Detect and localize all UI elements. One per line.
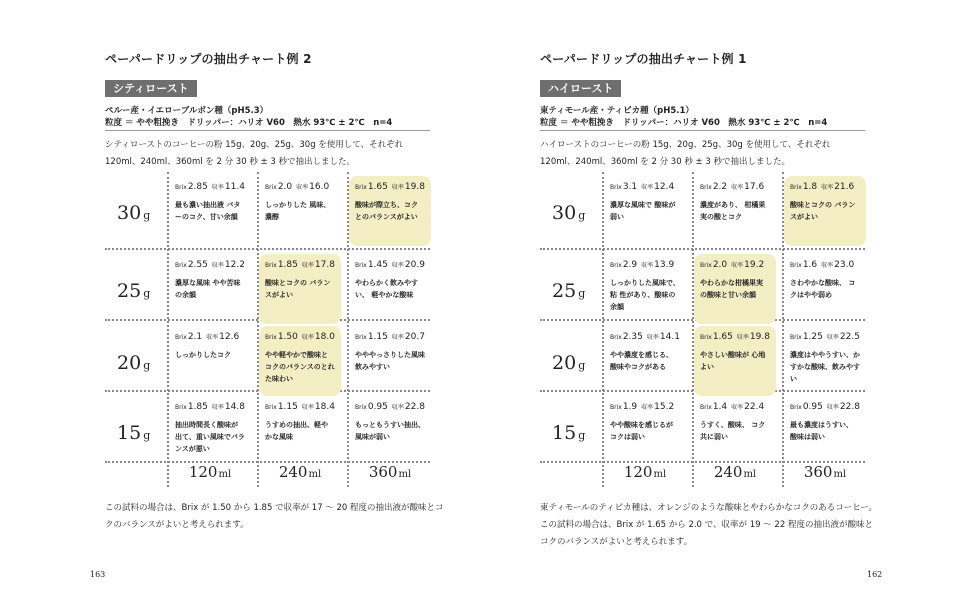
cell-stats [265, 182, 335, 192]
yield-value: 16.0 [309, 182, 330, 192]
taste-note: 抽出時間長く酸味が 出て、重い風味でバラ ンスが悪い [175, 421, 245, 453]
taste-note: もっともうすい抽出、 風味が弱い [355, 421, 425, 441]
yield-label: 収率 [206, 334, 219, 341]
brix-label: Brix [355, 184, 367, 191]
row-dose-label [117, 202, 157, 224]
footer-text: 東ティモールのティピカ種は、オレンジのような酸味とやわらかなコクのあるコーヒー。この試料の場合は、Brix が 1.65 から 2.0 で、収率が 19 ～ 22 程度の抽出液が酸味とコクのバランスがよいと考えられます。 [540, 503, 878, 547]
row-dose-label [117, 422, 157, 444]
page-number: 163 [90, 570, 106, 579]
taste-note: やや濃度を感じる、 酸味やコクがある [610, 351, 673, 371]
yield-label: 収率 [821, 184, 834, 191]
cell-stats [265, 332, 335, 342]
taste-note: 酸味とコクの バランスがよい [790, 201, 856, 221]
yield-label: 収率 [211, 404, 224, 411]
taste-note: うすく、酸味、 コク共に弱い [700, 421, 766, 441]
taste-note: 酸味が際立ち、コク とのバランスがよい [355, 201, 418, 221]
brix-value: 3.1 [622, 182, 638, 192]
yield-label: 収率 [736, 334, 749, 341]
taste-note: 濃厚な風味で 酸味が弱い [610, 201, 676, 221]
yield-label: 収率 [301, 404, 314, 411]
yield-value: 17.6 [744, 182, 765, 192]
yield-value: 15.2 [654, 402, 675, 412]
brix-label: Brix [700, 262, 712, 269]
yield-label: 収率 [296, 184, 309, 191]
brix-value: 2.9 [622, 260, 638, 270]
volume-unit: ml [833, 469, 847, 480]
brix-value: 2.1 [187, 332, 203, 342]
brix-value: 1.4 [712, 402, 728, 412]
volume-value: 120 [623, 463, 653, 481]
taste-note: やわらかな柑橘果実 の酸味と甘い余韻 [700, 279, 763, 299]
dose-value: 30 [552, 202, 577, 224]
divider [105, 130, 430, 131]
brew-params: 粒度 ＝ やや粗挽き ドリッパー：ハリオ V60 熱水 93℃ ± 2℃ n=4 [540, 118, 828, 128]
dose-value: 20 [552, 352, 577, 374]
yield-label: 収率 [731, 404, 744, 411]
brix-label: Brix [355, 334, 367, 341]
yield-value: 22.4 [744, 402, 765, 412]
yield-label: 収率 [731, 262, 744, 269]
brix-label: Brix [265, 184, 277, 191]
cell-stats [610, 332, 680, 342]
dose-unit: g [578, 359, 586, 372]
row-dose-label [117, 280, 157, 302]
chart-cell [604, 254, 686, 324]
volume-unit: ml [308, 469, 322, 480]
brix-label: Brix [610, 262, 622, 269]
cell-stats [610, 260, 680, 270]
yield-value: 18.0 [314, 332, 335, 342]
grid-line-horizontal [540, 248, 865, 250]
brix-value: 1.9 [622, 402, 638, 412]
grid-line-horizontal [105, 248, 430, 250]
brix-value: 2.0 [712, 260, 728, 270]
brix-value: 1.65 [367, 182, 388, 192]
bean-origin: 東ティモール産・ティピカ種（pH5.1） [540, 106, 694, 116]
brix-label: Brix [265, 334, 277, 341]
cell-stats [175, 260, 245, 270]
brix-value: 2.35 [622, 332, 643, 342]
row-dose-label [552, 202, 592, 224]
yield-label: 収率 [821, 262, 834, 269]
brix-label: Brix [175, 404, 187, 411]
column-volume-label [694, 463, 776, 481]
page-title: ペーパードリップの抽出チャート例 1 [540, 52, 747, 66]
footer-text: この試料の場合は、Brix が 1.50 から 1.85 で収率が 17 ～ 20 程度の抽出液が酸味とコクのバランスがよいと考えられます。 [105, 503, 444, 530]
taste-note: 最も濃度はうすい、 酸味は弱い [790, 421, 853, 441]
row-dose-label [552, 352, 592, 374]
dose-value: 15 [552, 422, 577, 444]
yield-label: 収率 [391, 404, 404, 411]
taste-note: やや酸味を感じるが コクは弱い [610, 421, 673, 441]
yield-value: 19.8 [749, 332, 770, 342]
brix-value: 1.8 [802, 182, 818, 192]
volume-value: 120 [188, 463, 218, 481]
yield-label: 収率 [826, 404, 839, 411]
cell-stats [700, 260, 770, 270]
taste-note: しっかりした風味で、粘 性があり、酸味の余韻 [610, 279, 680, 311]
yield-value: 22.8 [404, 402, 425, 412]
extraction-chart [540, 172, 865, 492]
column-volume-label [604, 463, 686, 481]
volume-value: 240 [713, 463, 743, 481]
brix-value: 1.6 [802, 260, 818, 270]
chart-cell [349, 396, 431, 466]
dose-unit: g [578, 209, 586, 222]
yield-label: 収率 [731, 184, 744, 191]
taste-note: 濃度があり、 柑橘果実の酸とコク [700, 201, 766, 221]
taste-note: しっかりしたコク [175, 351, 231, 359]
brix-label: Brix [355, 262, 367, 269]
yield-label: 収率 [301, 262, 314, 269]
chart-cell [784, 254, 866, 324]
volume-unit: ml [398, 469, 412, 480]
row-dose-label [552, 280, 592, 302]
yield-value: 12.6 [219, 332, 240, 342]
taste-note: うすめの抽出、軽や かな風味 [265, 421, 328, 441]
dose-unit: g [143, 359, 151, 372]
yield-label: 収率 [211, 184, 224, 191]
chart-cell [784, 396, 866, 466]
column-volume-label [784, 463, 866, 481]
yield-label: 収率 [391, 334, 404, 341]
brix-value: 0.95 [802, 402, 823, 412]
brix-value: 1.85 [187, 402, 208, 412]
chart-cell [259, 396, 341, 466]
brix-value: 2.85 [187, 182, 208, 192]
cell-stats [790, 402, 860, 412]
dose-unit: g [143, 287, 151, 300]
dose-value: 30 [117, 202, 142, 224]
volume-unit: ml [743, 469, 757, 480]
brew-params: 粒度 ＝ やや粗挽き ドリッパー：ハリオ V60 熱水 93℃ ± 2℃ n=4 [105, 118, 393, 128]
roast-tag: ハイロースト [540, 80, 621, 97]
dose-value: 25 [117, 280, 142, 302]
taste-note: やややっさりした風味 飲みやすい [355, 351, 425, 371]
yield-value: 21.6 [834, 182, 855, 192]
yield-value: 20.9 [404, 260, 425, 270]
yield-label: 収率 [641, 262, 654, 269]
yield-label: 収率 [826, 334, 839, 341]
cell-stats [790, 332, 860, 342]
chart-cell [694, 176, 776, 246]
right-page [540, 0, 900, 600]
cell-stats [265, 260, 335, 270]
page-number: 162 [867, 570, 883, 579]
cell-stats [700, 402, 770, 412]
taste-note: しっかりした 風味、濃醇 [265, 201, 331, 221]
yield-label: 収率 [391, 262, 404, 269]
intro-text: ハイローストのコーヒーの粉 15g、20g、25g、30g を使用して、それぞれ 120ml、240ml、360ml を 2 分 30 秒 ± 3 秒で抽出しました。 [540, 140, 831, 167]
chart-cell [784, 326, 866, 396]
yield-label: 収率 [391, 184, 404, 191]
yield-value: 23.0 [834, 260, 855, 270]
yield-label: 収率 [211, 262, 224, 269]
cell-stats [175, 182, 245, 192]
brix-label: Brix [175, 334, 187, 341]
yield-value: 22.8 [839, 402, 860, 412]
dose-unit: g [578, 287, 586, 300]
taste-note: 最も濃い抽出液 バターのコク、甘い余韻 [175, 201, 241, 221]
chart-cell [784, 176, 866, 246]
roast-tag: シティロースト [105, 80, 197, 97]
brix-label: Brix [265, 404, 277, 411]
yield-label: 収率 [641, 404, 654, 411]
yield-value: 20.7 [404, 332, 425, 342]
brix-label: Brix [175, 184, 187, 191]
chart-cell [169, 396, 251, 466]
column-volume-label [169, 463, 251, 481]
brix-label: Brix [790, 184, 802, 191]
dose-unit: g [143, 429, 151, 442]
yield-value: 18.4 [314, 402, 335, 412]
taste-note: さわやかな酸味、 コクはやや弱め [790, 279, 856, 299]
cell-stats [700, 182, 770, 192]
brix-value: 1.50 [277, 332, 298, 342]
chart-cell [604, 396, 686, 466]
brix-value: 0.95 [367, 402, 388, 412]
chart-cell [259, 254, 341, 324]
brix-value: 1.15 [367, 332, 388, 342]
chart-cell [169, 326, 251, 396]
yield-value: 14.1 [659, 332, 680, 342]
yield-value: 14.8 [224, 402, 245, 412]
chart-cell [604, 326, 686, 396]
volume-value: 360 [368, 463, 398, 481]
chart-cell [349, 176, 431, 246]
brix-value: 2.0 [277, 182, 293, 192]
brix-label: Brix [265, 262, 277, 269]
brix-label: Brix [175, 262, 187, 269]
cell-stats [355, 182, 425, 192]
cell-stats [355, 402, 425, 412]
cell-stats [700, 332, 770, 342]
yield-value: 11.4 [224, 182, 245, 192]
intro-text: シティローストのコーヒーの粉 15g、20g、25g、30g を使用して、それぞれ 120ml、240ml、360ml を 2 分 30 秒 ± 3 秒で抽出しました。 [105, 140, 404, 167]
brix-value: 1.15 [277, 402, 298, 412]
dose-value: 25 [552, 280, 577, 302]
cell-stats [355, 332, 425, 342]
brix-label: Brix [790, 404, 802, 411]
left-page [90, 0, 465, 600]
dose-unit: g [143, 209, 151, 222]
brix-value: 2.2 [712, 182, 728, 192]
chart-cell [604, 176, 686, 246]
volume-unit: ml [218, 469, 232, 480]
brix-label: Brix [610, 404, 622, 411]
volume-unit: ml [653, 469, 667, 480]
yield-label: 収率 [641, 184, 654, 191]
cell-stats [790, 260, 860, 270]
yield-value: 19.2 [744, 260, 765, 270]
chart-cell [259, 326, 341, 396]
cell-stats [610, 402, 680, 412]
brix-label: Brix [790, 334, 802, 341]
cell-stats [265, 402, 335, 412]
chart-cell [259, 176, 341, 246]
yield-value: 19.8 [404, 182, 425, 192]
brix-value: 2.55 [187, 260, 208, 270]
yield-value: 12.2 [224, 260, 245, 270]
chart-cell [169, 254, 251, 324]
page-title: ペーパードリップの抽出チャート例 2 [105, 52, 312, 66]
row-dose-label [117, 352, 157, 374]
yield-value: 13.9 [654, 260, 675, 270]
row-dose-label [552, 422, 592, 444]
column-volume-label [259, 463, 341, 481]
divider [540, 130, 865, 131]
brix-label: Brix [610, 184, 622, 191]
brix-value: 1.65 [712, 332, 733, 342]
cell-stats [355, 260, 425, 270]
cell-stats [175, 402, 245, 412]
taste-note: 濃度はややうすい、か すかな酸味、飲みやす い [790, 351, 860, 383]
brix-value: 1.25 [802, 332, 823, 342]
taste-note: やや軽やかで酸味と コクのバランスのとれ た味わい [265, 351, 335, 383]
extraction-chart [105, 172, 430, 492]
cell-stats [790, 182, 860, 192]
brix-label: Brix [700, 334, 712, 341]
cell-stats [610, 182, 680, 192]
yield-label: 収率 [646, 334, 659, 341]
dose-value: 20 [117, 352, 142, 374]
yield-value: 17.8 [314, 260, 335, 270]
dose-unit: g [578, 429, 586, 442]
brix-label: Brix [610, 334, 622, 341]
taste-note: 酸味とコクの バランスがよい [265, 279, 331, 299]
brix-label: Brix [700, 404, 712, 411]
cell-stats [175, 332, 245, 342]
chart-cell [694, 326, 776, 396]
brix-label: Brix [700, 184, 712, 191]
brix-value: 1.85 [277, 260, 298, 270]
volume-value: 360 [803, 463, 833, 481]
brix-label: Brix [790, 262, 802, 269]
yield-label: 収率 [301, 334, 314, 341]
brix-label: Brix [355, 404, 367, 411]
yield-value: 12.4 [654, 182, 675, 192]
taste-note: 濃厚な風味 やや苦味の余韻 [175, 279, 241, 299]
taste-note: やわらかく飲みやすい、 軽やかな酸味 [355, 279, 418, 299]
chart-cell [694, 396, 776, 466]
yield-value: 22.5 [839, 332, 860, 342]
dose-value: 15 [117, 422, 142, 444]
column-volume-label [349, 463, 431, 481]
brix-value: 1.45 [367, 260, 388, 270]
volume-value: 240 [278, 463, 308, 481]
chart-cell [349, 254, 431, 324]
chart-cell [694, 254, 776, 324]
chart-cell [169, 176, 251, 246]
bean-origin: ペルー産・イエローブルボン種（pH5.3） [105, 106, 269, 116]
chart-cell [349, 326, 431, 396]
taste-note: やさしい酸味が 心地よい [700, 351, 766, 371]
